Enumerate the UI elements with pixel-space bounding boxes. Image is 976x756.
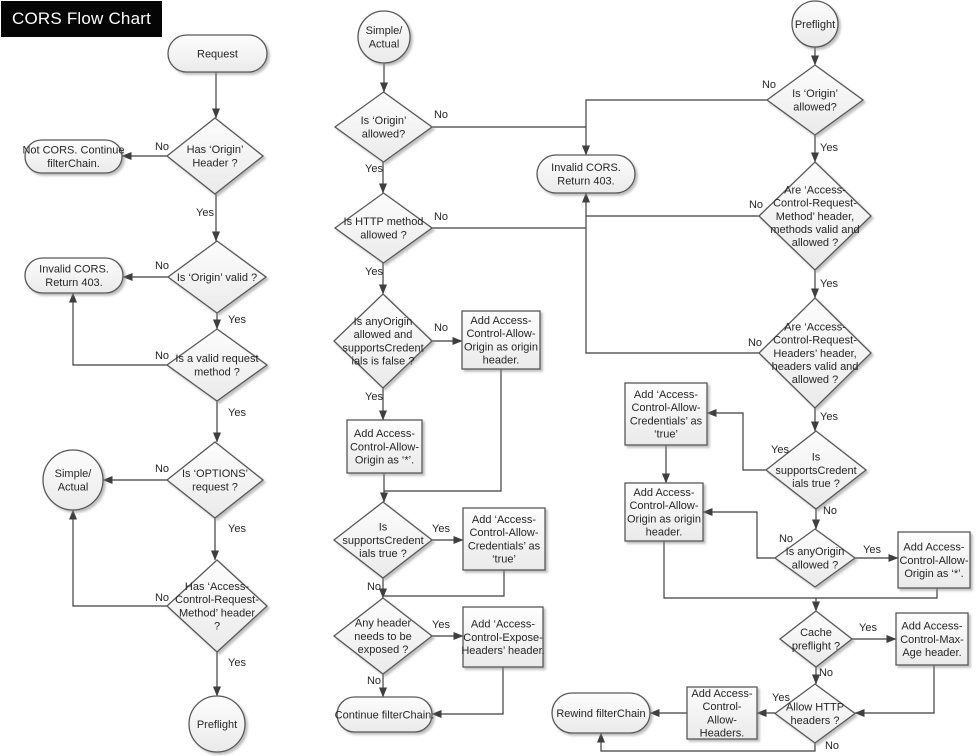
node-label: Add Access-Control-Allow-Origin as ‘*’. [349, 428, 420, 467]
node-label: Simple/ Actual [54, 468, 92, 494]
node-label: Cache preflight ? [791, 627, 841, 653]
edge-label-yes-3: Yes [228, 314, 246, 326]
edge-label-yes-21: Yes [820, 142, 838, 154]
edge-label-yes-25: Yes [820, 411, 838, 423]
node-invalid-cors-left [25, 258, 123, 293]
edge-pre-star-merge [816, 588, 937, 598]
node-pre-supports-cred [766, 431, 866, 509]
node-simple-actual-mid [358, 11, 410, 63]
edge-label-no-12: No [433, 211, 449, 223]
node-label: Continue filterChain. [334, 709, 435, 722]
edge-valid-method-no-invalid [73, 293, 170, 365]
edge-label-no-4: No [154, 350, 170, 362]
edge-label-yes-11: Yes [365, 163, 383, 175]
node-are-acrh-valid [759, 298, 871, 408]
edge-label-no-0: No [154, 141, 170, 153]
edge-label-yes-7: Yes [228, 523, 246, 535]
node-not-cors [22, 140, 124, 173]
node-label: Add Access-Control-Max-Age header. [900, 620, 964, 659]
edge-label-no-27: No [822, 505, 838, 517]
edge-label-no-8: No [154, 592, 170, 604]
node-is-http-method-allowed [335, 193, 432, 263]
node-label: Is supportsCredent ials true ? [775, 451, 857, 490]
edge-label-no-31: No [818, 667, 834, 679]
node-any-header-exposed [334, 598, 432, 674]
node-mid-add-origin-header [462, 311, 540, 369]
node-has-origin-header [167, 118, 263, 194]
node-label: Allow HTTP headers ? [785, 701, 845, 727]
node-pre-add-origin-star [898, 532, 970, 588]
edge-label-no-6: No [154, 463, 170, 475]
edge-label-yes-26: Yes [771, 444, 789, 456]
node-label: Request [197, 48, 238, 61]
edge-label-no-2: No [154, 260, 170, 272]
edge-label-yes-5: Yes [228, 407, 246, 419]
node-label: Is ‘Origin’ allowed? [792, 88, 838, 114]
edge-label-yes-9: Yes [228, 657, 246, 669]
edge-label-yes-30: Yes [859, 622, 877, 634]
node-label: Rewind filterChain [556, 707, 646, 720]
node-pre-add-origin-header [625, 483, 703, 541]
node-label: Preflight [794, 18, 836, 31]
node-label: Add Access-Control-Allow-Origin as origin header. [464, 315, 538, 367]
node-rewind-filterchain [552, 693, 650, 733]
node-label: Is ‘Origin’ valid ? [176, 271, 258, 284]
node-label: Is anyOrigin allowed ? [785, 546, 845, 572]
node-preflight-left [189, 696, 245, 752]
node-label: Has ‘Origin’ Header ? [186, 144, 244, 170]
edge-label-yes-16: Yes [432, 523, 450, 535]
edge-label-yes-18: Yes [432, 619, 450, 631]
edge-pre-acrh-no-invalid [586, 193, 759, 353]
node-invalid-cors-mid [537, 155, 635, 193]
edge-label-yes-23: Yes [820, 278, 838, 290]
node-preflight-right [792, 1, 838, 47]
node-label: Is a valid request method ? [175, 353, 259, 379]
node-has-acrm-header [167, 560, 267, 652]
edge-label-yes-32: Yes [772, 692, 790, 704]
node-label: Add Access-Control-Allow-Origin as ‘*’. [899, 541, 969, 580]
node-request [168, 35, 267, 72]
node-label: Are ‘Access-Control-Request-Headers’ header, headers valid and allowed ? [771, 321, 859, 387]
nodes-layer [22, 1, 970, 752]
edge-expose-box-continue [432, 667, 503, 714]
node-label: Not CORS. Continue filterChain. [22, 144, 125, 170]
edge-pre-cred-yes-credbox [707, 413, 766, 470]
node-label: Is ‘OPTIONS’ request ? [181, 468, 249, 494]
node-simple-actual-left [43, 450, 103, 510]
chart-title: CORS Flow Chart [1, 1, 162, 37]
edge-label-no-24: No [747, 337, 763, 349]
node-label: Is supportsCredent ials true ? [342, 521, 424, 560]
node-label: Add ‘Access-Control-Allow-Credentials’ as ‘true’ [467, 514, 541, 566]
edge-label-yes-29: Yes [863, 544, 881, 556]
node-label: Add ‘Access-Control-Allow-Credentials’ as ‘true’ [629, 389, 703, 441]
edge-label-no-19: No [366, 675, 382, 687]
node-is-options-request [167, 442, 263, 518]
node-is-valid-method [167, 329, 267, 401]
node-mid-is-origin-allowed [335, 92, 432, 162]
node-label: Is HTTP method allowed ? [343, 216, 424, 242]
edge-label-no-20: No [761, 79, 777, 91]
edge-label-no-17: No [366, 581, 382, 593]
edge-label-yes-13: Yes [365, 266, 383, 278]
edge-label-no-33: No [824, 740, 840, 752]
edge-credentials-merge [384, 570, 504, 596]
node-mid-add-origin-star [347, 420, 422, 473]
node-pre-is-origin-allowed [767, 65, 863, 135]
node-mid-supports-cred [334, 502, 432, 578]
edge-label-no-22: No [748, 199, 764, 211]
node-pre-add-credentials [625, 383, 707, 445]
node-label: Invalid CORS. Return 403. [39, 263, 109, 289]
node-add-expose-headers [461, 607, 544, 667]
edge-label-no-14: No [433, 322, 449, 334]
node-label: Has ‘Access-Control-Request-Method’ header ? [175, 581, 259, 633]
node-label: Are ‘Access-Control-Request-Method’ header, methods valid and allowed ? [770, 184, 860, 250]
node-add-allow-headers [687, 687, 757, 740]
edge-maxage-to-allow-http [855, 665, 934, 713]
node-continue-filterchain [335, 697, 435, 732]
node-label: Add Access-Control-Allow-Origin as origin header. [627, 487, 701, 539]
edge-label-yes-15: Yes [365, 391, 383, 403]
node-label: Add Access-Control-Allow-Headers. [691, 688, 753, 740]
node-anyorigin-cred-false [334, 294, 432, 388]
edge-label-no-28: No [778, 533, 794, 545]
node-label: Add ‘Access-Control-Expose-Headers’ header. [461, 618, 545, 657]
node-mid-add-credentials [463, 508, 545, 570]
edge-pre-anyorigin-no-origin-header [703, 512, 775, 558]
node-cache-preflight [780, 611, 852, 667]
edge-label-no-10: No [433, 109, 449, 121]
node-add-max-age [896, 613, 968, 665]
edge-acrm-no-simple [73, 510, 170, 606]
node-label: Simple/ Actual [365, 25, 403, 51]
node-is-origin-valid [168, 241, 266, 313]
node-label: Invalid CORS. Return 403. [551, 162, 621, 188]
node-label: Any header needs to be exposed ? [354, 617, 412, 656]
node-label: Preflight [196, 718, 238, 731]
edge-pre-origin-no-invalid [586, 100, 767, 155]
edge-label-yes-1: Yes [196, 207, 214, 219]
node-label: Is anyOrigin allowed and supportsCredent ials is false ? [342, 316, 424, 368]
node-label: Is ‘Origin’ allowed? [360, 115, 407, 141]
node-are-acrm-valid [759, 162, 871, 270]
